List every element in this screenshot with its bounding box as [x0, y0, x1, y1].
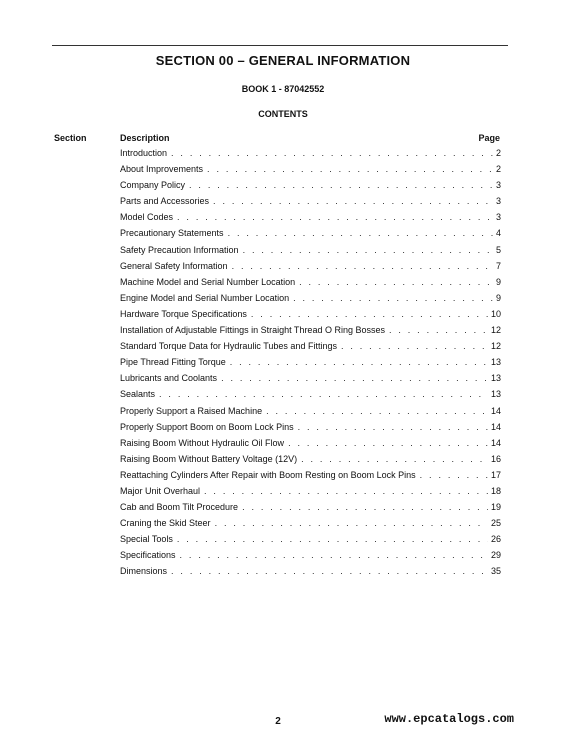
toc-entry[interactable]: [120, 550, 501, 566]
toc-entry-label: Pipe Thread Fitting Torque: [120, 357, 226, 368]
dot-leader: [230, 357, 488, 367]
top-rule: [52, 45, 508, 46]
toc-entry[interactable]: [120, 373, 501, 389]
dot-leader: [171, 148, 493, 158]
toc-entry-page: 13: [490, 373, 501, 384]
toc-entry-page: 25: [490, 518, 501, 529]
toc-entry-page: 18: [490, 485, 501, 496]
toc-entry-label: About Improvements: [120, 164, 204, 175]
dot-leader: [420, 470, 488, 480]
dot-leader: [288, 438, 488, 448]
toc-entry-label: Engine Model and Serial Number Location: [120, 292, 290, 303]
column-header-description: Description: [120, 133, 170, 143]
dot-leader: [293, 293, 493, 303]
toc-entry[interactable]: [120, 148, 501, 164]
toc-entry-label: Machine Model and Serial Number Location: [120, 276, 296, 287]
dot-leader: [299, 277, 493, 287]
toc-entry[interactable]: [120, 406, 501, 422]
toc-entry[interactable]: [120, 245, 501, 261]
toc-entry-label: Properly Support Boom on Boom Lock Pins: [120, 421, 294, 432]
dot-leader: [189, 180, 493, 190]
dot-leader: [177, 212, 493, 222]
toc-entry-page: 3: [495, 196, 501, 207]
toc-entry-page: 29: [490, 550, 501, 561]
toc-entry-label: Sealants: [120, 389, 156, 400]
toc-entry-label: Special Tools: [120, 534, 173, 545]
toc-entry-label: Company Policy: [120, 180, 186, 191]
dot-leader: [204, 486, 488, 496]
toc-entry-label: Hardware Torque Specifications: [120, 308, 247, 319]
toc-entry[interactable]: [120, 422, 501, 438]
toc-entry[interactable]: [120, 454, 501, 470]
column-header-page: Page: [478, 133, 500, 143]
toc-entry[interactable]: [120, 341, 501, 357]
toc-entry-label: Introduction: [120, 148, 168, 158]
toc-entry-page: 13: [490, 389, 501, 400]
toc-entry-label: Parts and Accessories: [120, 196, 210, 207]
toc-entry-page: 5: [495, 244, 501, 255]
toc-entry[interactable]: [120, 438, 501, 454]
toc-entry-page: 4: [495, 228, 501, 239]
dot-leader: [243, 245, 493, 255]
toc-entry-page: 13: [490, 357, 501, 368]
dot-leader: [207, 164, 493, 174]
toc-entry-page: 14: [490, 405, 501, 416]
page-title: SECTION 00 – GENERAL INFORMATION: [155, 53, 411, 68]
dot-leader: [180, 550, 488, 560]
toc-entry-label: Cab and Boom Tilt Procedure: [120, 502, 239, 513]
toc-entry-label: Precautionary Statements: [120, 228, 224, 239]
toc-entry-page: 12: [490, 341, 501, 352]
dot-leader: [171, 566, 488, 576]
toc-entry-label: Specifications: [120, 550, 176, 561]
toc-entry[interactable]: [120, 196, 501, 212]
toc-entry-label: Model Codes: [120, 212, 174, 223]
dot-leader: [298, 422, 488, 432]
toc-entry-label: Installation of Adjustable Fittings in Straight Thread O Ring Bosses: [120, 325, 385, 336]
dot-leader: [251, 309, 488, 319]
dot-leader: [242, 502, 488, 512]
toc-entry-label: General Safety Information: [120, 260, 228, 271]
toc-entry[interactable]: [120, 309, 501, 325]
toc-entry-page: 14: [490, 421, 501, 432]
dot-leader: [341, 341, 488, 351]
page-number: 2: [275, 716, 281, 727]
toc-entry-page: 3: [495, 212, 501, 223]
toc-entry[interactable]: [120, 277, 501, 293]
toc-entry-page: 2: [495, 148, 501, 158]
toc-entry-page: 17: [490, 469, 501, 480]
dot-leader: [159, 389, 488, 399]
dot-leader: [232, 261, 493, 271]
toc-entry-page: 3: [495, 180, 501, 191]
toc-entry-label: Raising Boom Without Battery Voltage (12V): [120, 453, 298, 464]
toc-entry-page: 10: [490, 308, 501, 319]
contents-heading: CONTENTS: [258, 109, 308, 119]
toc-entry-label: Raising Boom Without Hydraulic Oil Flow: [120, 437, 285, 448]
dot-leader: [215, 518, 488, 528]
dot-leader: [301, 454, 488, 464]
toc-entry-label: Dimensions: [120, 566, 168, 577]
toc-entry[interactable]: [120, 470, 501, 486]
toc-entry-page: 2: [495, 164, 501, 175]
toc-entry-label: Properly Support a Raised Machine: [120, 405, 263, 416]
toc-entry[interactable]: [120, 228, 501, 244]
table-of-contents: [120, 148, 501, 583]
column-header-section: Section: [54, 133, 87, 143]
dot-leader: [228, 228, 493, 238]
toc-entry[interactable]: [120, 389, 501, 405]
dot-leader: [389, 325, 488, 335]
toc-entry[interactable]: [120, 502, 501, 518]
dot-leader: [221, 373, 488, 383]
toc-entry[interactable]: [120, 357, 501, 373]
toc-entry-label: Safety Precaution Information: [120, 244, 239, 255]
toc-entry-page: 26: [490, 534, 501, 545]
toc-entry[interactable]: [120, 325, 501, 341]
toc-entry-label: Reattaching Cylinders After Repair with Boom Resting on Boom Lock Pins: [120, 469, 416, 480]
toc-entry-page: 9: [495, 292, 501, 303]
toc-entry[interactable]: [120, 180, 501, 196]
toc-entry-page: 14: [490, 437, 501, 448]
book-number: BOOK 1 - 87042552: [241, 84, 325, 94]
dot-leader: [266, 406, 488, 416]
toc-entry-label: Lubricants and Coolants: [120, 373, 218, 384]
toc-entry-page: 16: [490, 453, 501, 464]
toc-entry[interactable]: [120, 164, 501, 180]
dot-leader: [177, 534, 488, 544]
toc-entry[interactable]: [120, 518, 501, 534]
toc-entry[interactable]: [120, 566, 501, 582]
toc-entry-page: 12: [490, 325, 501, 336]
toc-entry[interactable]: [120, 293, 501, 309]
toc-entry-page: 7: [495, 260, 501, 271]
toc-entry-page: 35: [490, 566, 501, 577]
watermark-url: www.epcatalogs.com: [384, 712, 514, 726]
toc-entry[interactable]: [120, 534, 501, 550]
dot-leader: [213, 196, 493, 206]
toc-entry-label: Standard Torque Data for Hydraulic Tubes and Fittings: [120, 341, 337, 352]
toc-entry-page: 9: [495, 276, 501, 287]
toc-entry[interactable]: [120, 486, 501, 502]
toc-entry[interactable]: [120, 261, 501, 277]
toc-entry-page: 19: [490, 502, 501, 513]
toc-entry-label: Craning the Skid Steer: [120, 518, 211, 529]
toc-entry[interactable]: [120, 212, 501, 228]
toc-entry-label: Major Unit Overhaul: [120, 485, 201, 496]
